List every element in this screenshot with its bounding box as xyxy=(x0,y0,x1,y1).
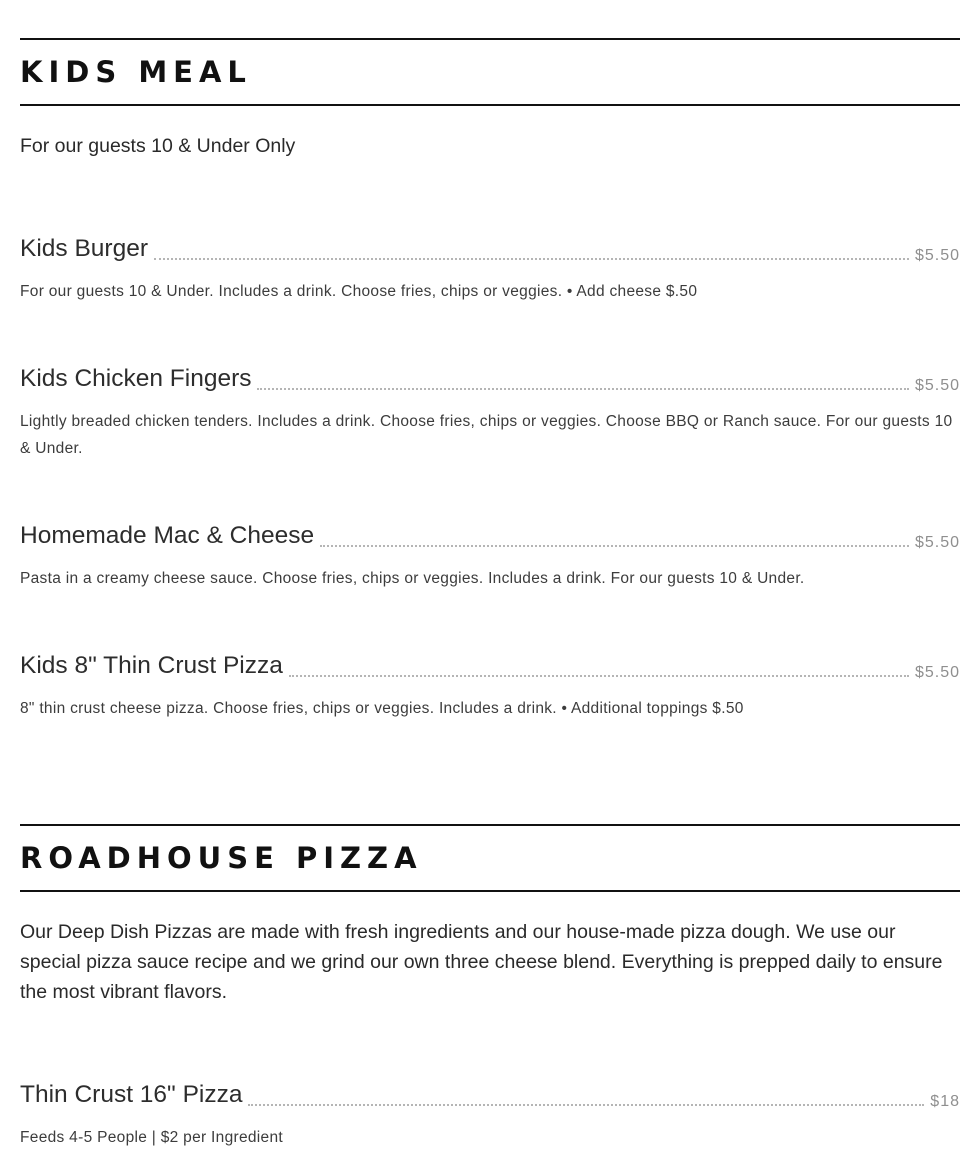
item-price: $5.50 xyxy=(914,534,960,551)
dotted-leader xyxy=(248,1103,924,1106)
item-name: Kids Burger xyxy=(20,235,149,262)
section-intro: For our guests 10 & Under Only xyxy=(20,135,296,157)
item-name: Homemade Mac & Cheese xyxy=(20,522,315,549)
item-description: 8" thin crust cheese pizza. Choose fries, chips or veggies. Includes a drink. • Additional toppings $.50 xyxy=(20,700,744,717)
item-price: $5.50 xyxy=(914,247,960,264)
item-name: Kids 8" Thin Crust Pizza xyxy=(20,652,283,679)
item-description: Lightly breaded chicken tenders. Includes a drink. Choose fries, chips or veggies. Choose BBQ or Ranch sauce. For our guests 10 & Under. xyxy=(20,413,953,457)
dotted-leader xyxy=(320,544,909,547)
item-name: Kids Chicken Fingers xyxy=(20,365,252,392)
section-title: KIDS MEAL xyxy=(20,54,252,89)
menu-item-kids-thin-crust-pizza xyxy=(20,651,960,722)
menu-item-thin-crust-16-pizza xyxy=(20,1080,960,1151)
item-description: Pasta in a creamy cheese sauce. Choose fries, chips or veggies. Includes a drink. For our guests 10 & Under. xyxy=(20,570,805,587)
item-description: For our guests 10 & Under. Includes a drink. Choose fries, chips or veggies. • Add cheese $.50 xyxy=(20,283,698,300)
item-description: Feeds 4-5 People | $2 per Ingredient xyxy=(20,1129,283,1146)
section-intro: Our Deep Dish Pizzas are made with fresh ingredients and our house-made pizza dough. We use our special pizza sauce recipe and we grind our own three cheese blend. Everything is prepped daily to ensure the most vibrant flavors. xyxy=(20,921,943,1003)
section-kids-meal xyxy=(20,38,960,106)
item-price: $18 xyxy=(930,1093,960,1110)
section-header xyxy=(20,38,960,106)
menu-item-homemade-mac-cheese xyxy=(20,521,960,592)
section-roadhouse-pizza xyxy=(20,824,960,892)
section-header xyxy=(20,824,960,892)
menu-item-kids-burger xyxy=(20,234,960,305)
dotted-leader xyxy=(154,257,909,260)
item-price: $5.50 xyxy=(914,664,960,681)
item-name: Thin Crust 16" Pizza xyxy=(20,1081,243,1108)
item-price: $5.50 xyxy=(914,377,960,394)
section-title: ROADHOUSE PIZZA xyxy=(20,840,423,875)
dotted-leader xyxy=(289,674,909,677)
dotted-leader xyxy=(257,387,908,390)
menu-item-kids-chicken-fingers xyxy=(20,364,960,462)
